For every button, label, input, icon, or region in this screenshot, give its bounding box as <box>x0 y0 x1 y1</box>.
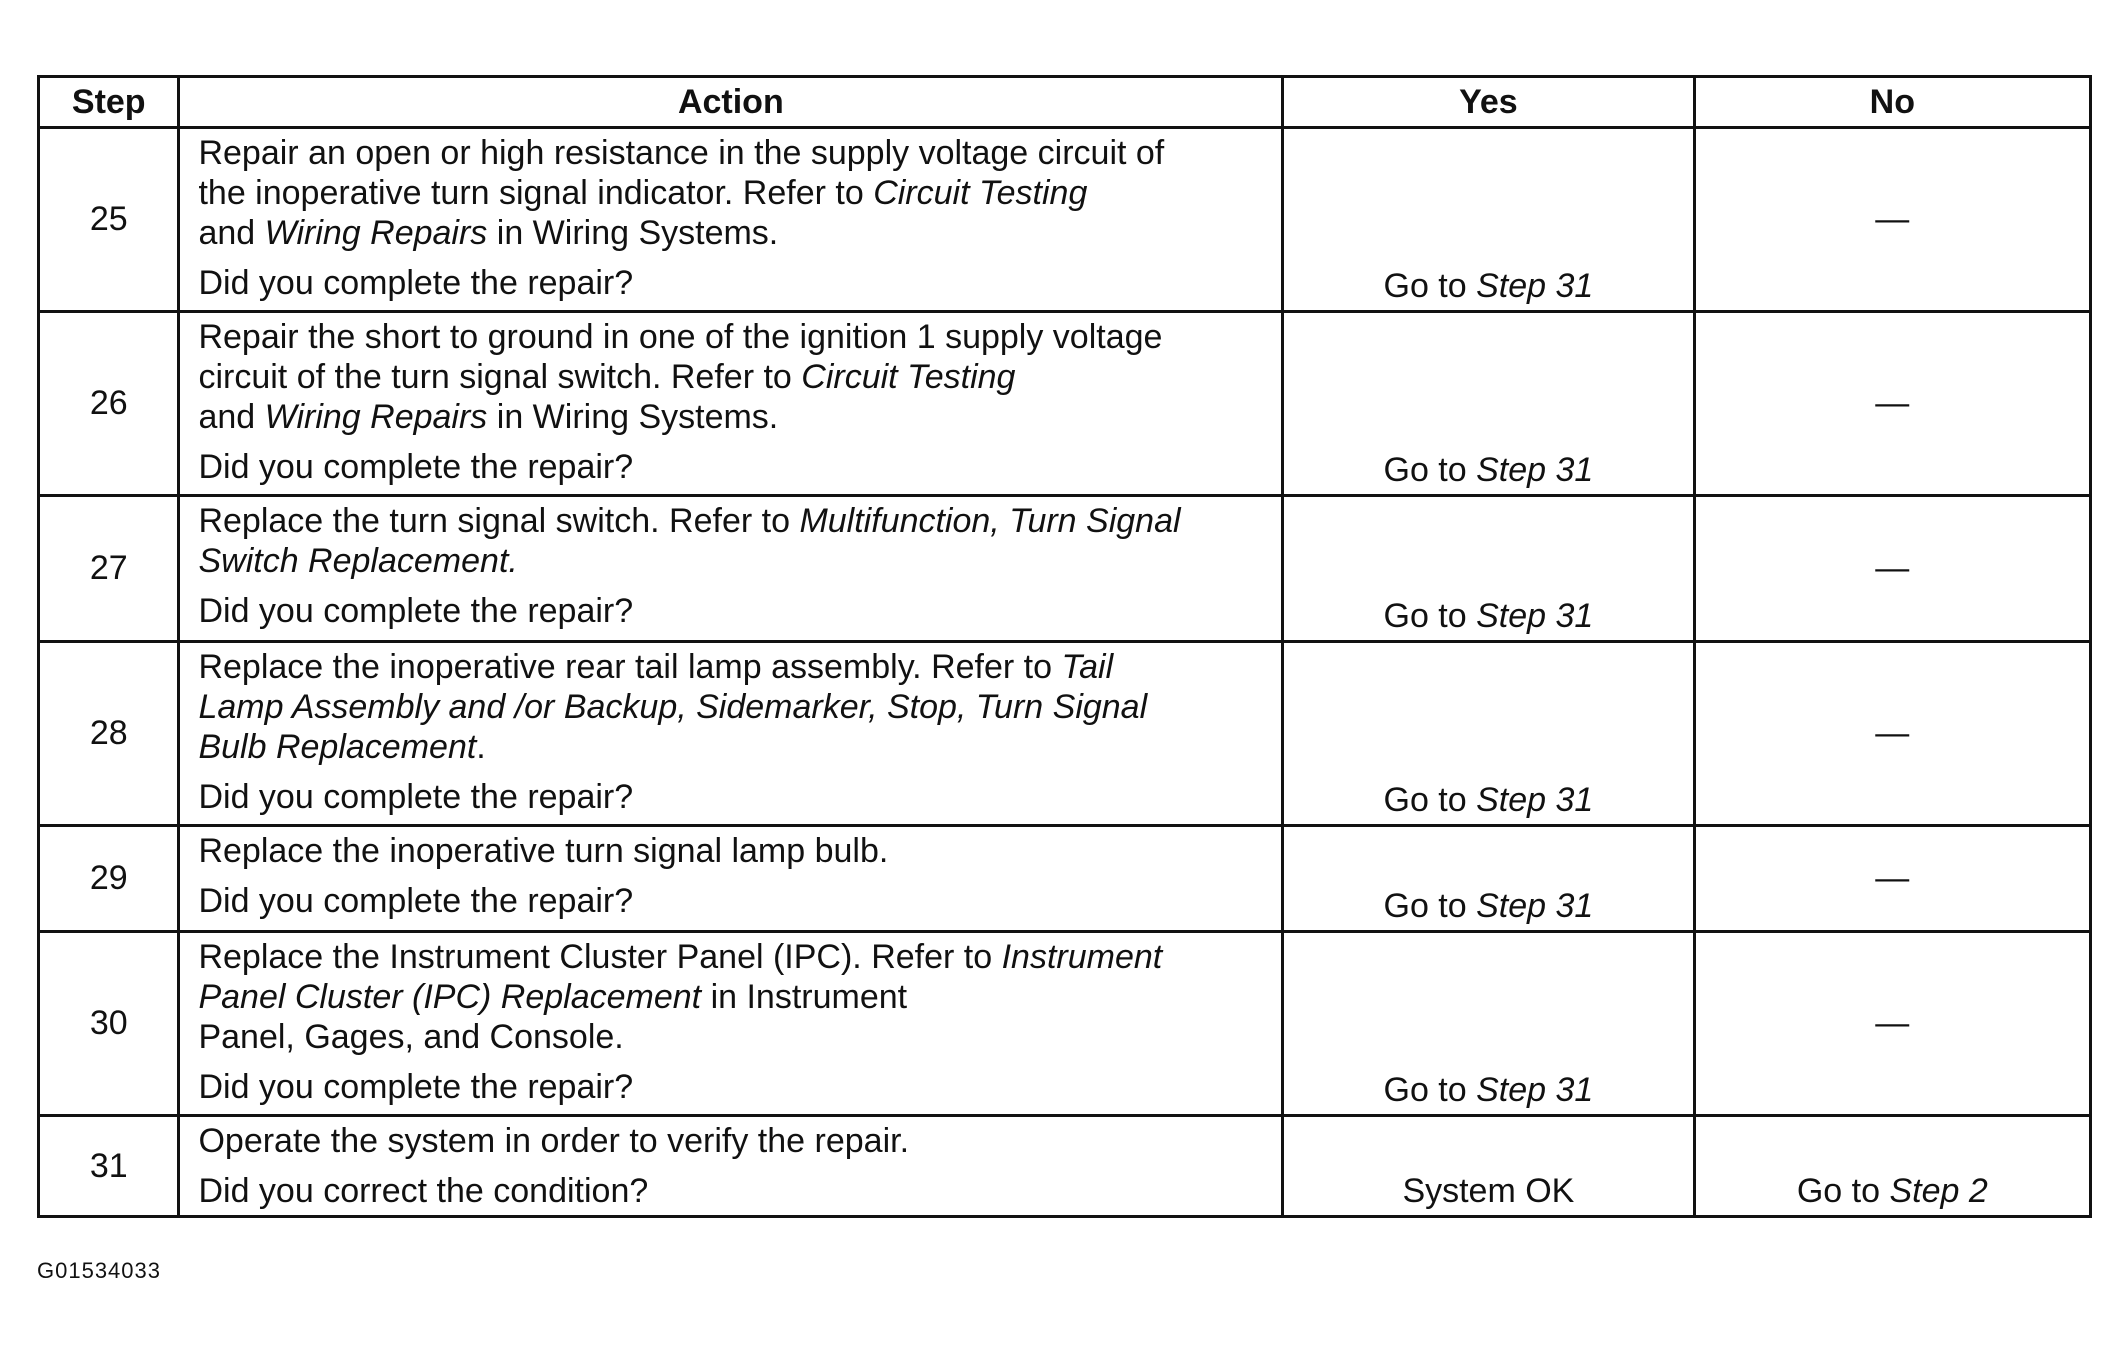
yes-step-reference: Step 31 <box>1476 597 1594 635</box>
action-cell <box>179 312 1283 496</box>
yes-result <box>1283 128 1694 312</box>
action-line <box>198 397 1265 437</box>
action-line <box>198 213 1265 253</box>
header-row <box>39 77 2091 128</box>
action-instruction <box>198 501 1265 581</box>
instruction-text: Panel, Gages, and Console. <box>198 1018 624 1056</box>
reference-text: Wiring Repairs <box>264 214 488 252</box>
action-cell <box>179 642 1283 826</box>
action-cell <box>179 496 1283 642</box>
action-line <box>198 133 1265 173</box>
instruction-text: Replace the turn signal switch. Refer to <box>198 502 800 540</box>
not-applicable-dash: — <box>1875 1004 1910 1042</box>
action-line <box>198 831 1265 871</box>
step-number: 25 <box>39 128 179 312</box>
yes-text: Go to <box>1383 887 1477 925</box>
reference-text: Bulb Replacement <box>198 728 477 766</box>
no-step-reference: Step 2 <box>1889 1172 1988 1210</box>
not-applicable-dash: — <box>1875 714 1910 752</box>
instruction-text: the inoperative turn signal indicator. Refer to <box>198 174 874 212</box>
step-number: 26 <box>39 312 179 496</box>
action-question: Did you complete the repair? <box>198 882 634 920</box>
yes-text: Go to <box>1383 451 1477 489</box>
action-cell <box>179 826 1283 932</box>
header-step: Step <box>39 77 179 128</box>
action-question: Did you complete the repair? <box>198 448 634 486</box>
action-line <box>198 1121 1265 1161</box>
action-question: Did you correct the condition? <box>198 1172 649 1210</box>
instruction-text: in Wiring Systems. <box>487 214 779 252</box>
reference-text: Switch Replacement. <box>198 542 518 580</box>
table-row <box>39 312 2091 496</box>
yes-text: Go to <box>1383 267 1477 305</box>
instruction-text: Repair an open or high resistance in the supply voltage circuit of <box>198 134 1165 172</box>
yes-result <box>1283 312 1694 496</box>
action-cell <box>179 128 1283 312</box>
reference-text: Panel Cluster (IPC) Replacement <box>198 978 702 1016</box>
yes-text: System OK <box>1402 1172 1575 1210</box>
yes-result <box>1283 642 1694 826</box>
no-result <box>1694 932 2090 1116</box>
yes-text: Go to <box>1383 1071 1477 1109</box>
action-question: Did you complete the repair? <box>198 592 634 630</box>
instruction-text: Repair the short to ground in one of the ignition 1 supply voltage <box>198 318 1163 356</box>
yes-step-reference: Step 31 <box>1476 267 1594 305</box>
yes-result <box>1283 1116 1694 1217</box>
not-applicable-dash: — <box>1875 384 1910 422</box>
no-text: Go to <box>1796 1172 1890 1210</box>
table-body <box>39 128 2091 1217</box>
reference-text: Instrument <box>1001 938 1163 976</box>
reference-text: Tail <box>1061 648 1114 686</box>
yes-result <box>1283 932 1694 1116</box>
action-line <box>198 541 1265 581</box>
instruction-text: and <box>198 214 265 252</box>
action-line <box>198 173 1265 213</box>
action-line <box>198 937 1265 977</box>
action-instruction <box>198 317 1265 437</box>
table-row <box>39 642 2091 826</box>
not-applicable-dash: — <box>1875 859 1910 897</box>
not-applicable-dash: — <box>1875 200 1910 238</box>
action-line <box>198 1017 1265 1057</box>
instruction-text: Replace the inoperative turn signal lamp bulb. <box>198 832 889 870</box>
action-line <box>198 727 1265 767</box>
action-line <box>198 977 1265 1017</box>
action-question: Did you complete the repair? <box>198 1068 634 1106</box>
instruction-text: Replace the Instrument Cluster Panel (IPC). Refer to <box>198 938 1002 976</box>
table-row <box>39 826 2091 932</box>
instruction-text: in Wiring Systems. <box>487 398 779 436</box>
instruction-text: Replace the inoperative rear tail lamp assembly. Refer to <box>198 648 1062 686</box>
table-row <box>39 128 2091 312</box>
instruction-text: . <box>476 728 486 766</box>
no-result <box>1694 128 2090 312</box>
diagnostic-table <box>37 75 2092 1218</box>
step-number: 28 <box>39 642 179 826</box>
no-result <box>1694 496 2090 642</box>
reference-text: Multifunction, Turn Signal <box>799 502 1181 540</box>
yes-result <box>1283 496 1694 642</box>
action-instruction <box>198 1121 1265 1161</box>
header-action: Action <box>179 77 1283 128</box>
no-result <box>1694 826 2090 932</box>
step-number: 31 <box>39 1116 179 1217</box>
action-instruction <box>198 647 1265 767</box>
action-instruction <box>198 133 1265 253</box>
reference-text: Circuit Testing <box>801 358 1016 396</box>
action-line <box>198 647 1265 687</box>
action-cell <box>179 1116 1283 1217</box>
action-line <box>198 317 1265 357</box>
action-question: Did you complete the repair? <box>198 778 634 816</box>
header-yes: Yes <box>1283 77 1694 128</box>
no-result <box>1694 1116 2090 1217</box>
action-line <box>198 357 1265 397</box>
step-number: 29 <box>39 826 179 932</box>
yes-step-reference: Step 31 <box>1476 887 1594 925</box>
instruction-text: circuit of the turn signal switch. Refer to <box>198 358 802 396</box>
instruction-text: in Instrument <box>701 978 908 1016</box>
not-applicable-dash: — <box>1875 549 1910 587</box>
action-cell <box>179 932 1283 1116</box>
yes-step-reference: Step 31 <box>1476 781 1594 819</box>
no-result <box>1694 312 2090 496</box>
action-line <box>198 501 1265 541</box>
action-instruction <box>198 937 1265 1057</box>
yes-text: Go to <box>1383 597 1477 635</box>
step-number: 27 <box>39 496 179 642</box>
step-number: 30 <box>39 932 179 1116</box>
action-instruction <box>198 831 1265 871</box>
action-line <box>198 687 1265 727</box>
table-row <box>39 496 2091 642</box>
yes-step-reference: Step 31 <box>1476 451 1594 489</box>
yes-text: Go to <box>1383 781 1477 819</box>
table-row <box>39 932 2091 1116</box>
reference-text: Lamp Assembly and /or Backup, Sidemarker, Stop, Turn Signal <box>198 688 1148 726</box>
reference-text: Wiring Repairs <box>264 398 488 436</box>
instruction-text: Operate the system in order to verify the repair. <box>198 1122 910 1160</box>
table-row <box>39 1116 2091 1217</box>
yes-result <box>1283 826 1694 932</box>
header-no: No <box>1694 77 2090 128</box>
figure-code: G01534033 <box>37 1258 161 1283</box>
no-result <box>1694 642 2090 826</box>
instruction-text: and <box>198 398 265 436</box>
reference-text: Circuit Testing <box>873 174 1088 212</box>
action-question: Did you complete the repair? <box>198 264 634 302</box>
yes-step-reference: Step 31 <box>1476 1071 1594 1109</box>
